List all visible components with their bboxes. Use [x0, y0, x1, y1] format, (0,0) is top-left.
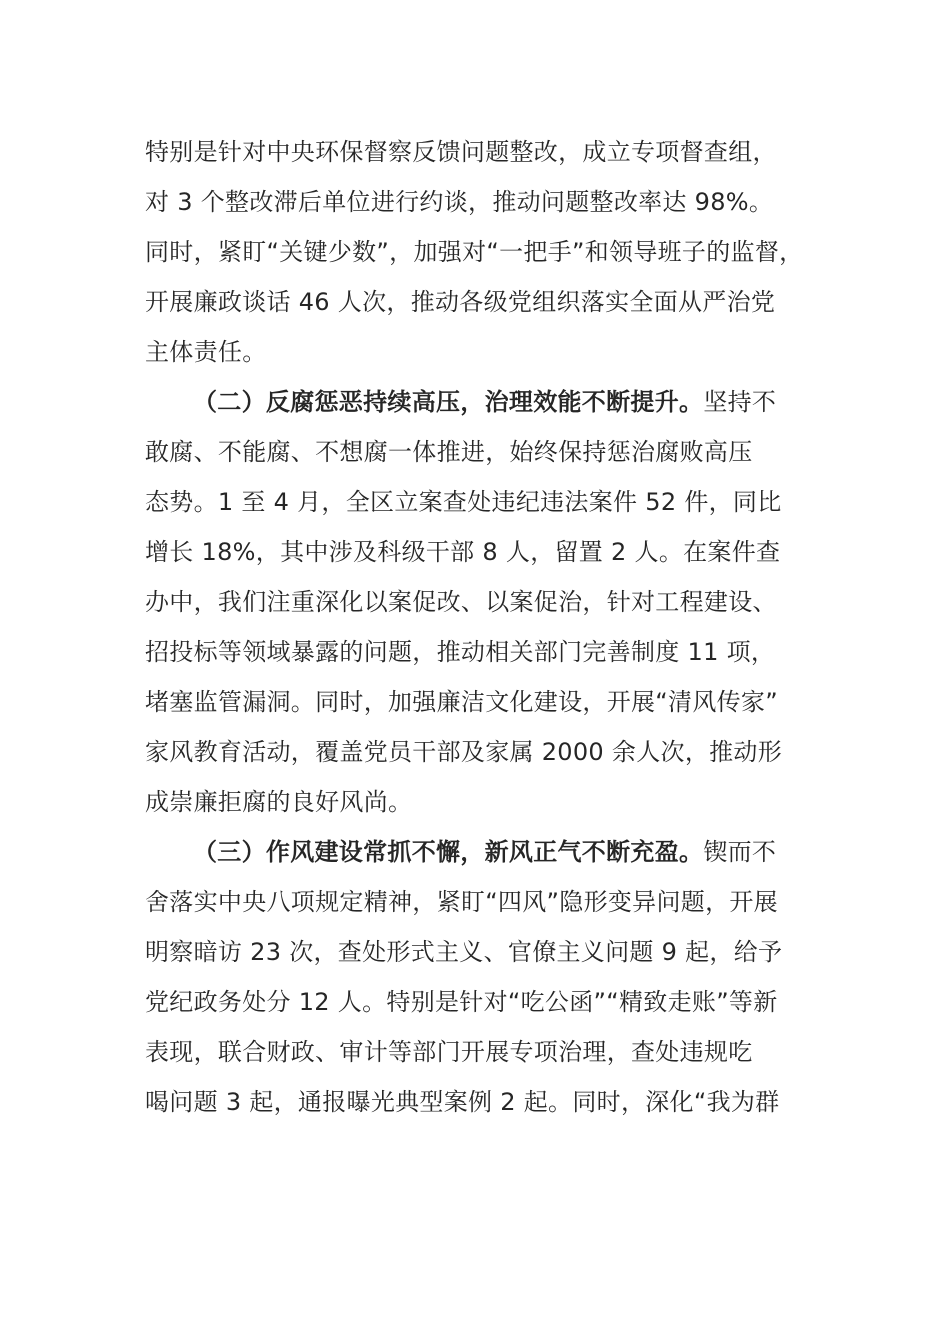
- paragraph-3-line-4: 党纪政务处分 12 人。特别是针对“吃公函”“精致走账”等新: [145, 988, 778, 1016]
- paragraph-3-line-6: 喝问题 3 起，通报曝光典型案例 2 起。同时，深化“我为群: [145, 1088, 780, 1116]
- paragraph-3-first-line-text: 锲而不: [703, 838, 777, 866]
- paragraph-1-line-5: 主体责任。: [145, 338, 267, 366]
- paragraph-1-line-4: 开展廉政谈话 46 人次，推动各级党组织落实全面从严治党: [145, 288, 776, 316]
- section-heading-3: （三）作风建设常抓不懈，新风正气不断充盈。: [193, 838, 704, 866]
- paragraph-2-line-4: 增长 18%，其中涉及科级干部 8 人，留置 2 人。在案件查: [145, 538, 781, 566]
- paragraph-2-line-6: 招投标等领域暴露的问题，推动相关部门完善制度 11 项，: [145, 638, 776, 666]
- paragraph-3-first-line: [193, 827, 873, 877]
- paragraph-2-first-line-text: 坚持不: [703, 388, 777, 416]
- paragraph-2-line-3: 态势。1 至 4 月，全区立案查处违纪违法案件 52 件，同比: [145, 488, 782, 516]
- paragraph-1-line-3: 同时，紧盯“关键少数”，加强对“一把手”和领导班子的监督，: [145, 238, 804, 266]
- section-heading-2: （二）反腐惩恶持续高压，治理效能不断提升。: [193, 388, 704, 416]
- paragraph-2-line-8: 家风教育活动，覆盖党员干部及家属 2000 余人次，推动形: [145, 738, 783, 766]
- paragraph-2-line-9: 成崇廉拒腐的良好风尚。: [145, 788, 413, 816]
- paragraph-3-line-2: 舍落实中央八项规定精神，紧盯“四风”隐形变异问题，开展: [145, 888, 778, 916]
- paragraph-2-line-7: 堵塞监管漏洞。同时，加强廉洁文化建设，开展“清风传家”: [145, 688, 778, 716]
- paragraph-3-line-3: 明察暗访 23 次，查处形式主义、官僚主义问题 9 起，给予: [145, 938, 783, 966]
- paragraph-3-line-5: 表现，联合财政、审计等部门开展专项治理，查处违规吃: [145, 1038, 753, 1066]
- paragraph-2-line-2: 敢腐、不能腐、不想腐一体推进，始终保持惩治腐败高压: [145, 438, 753, 466]
- paragraph-2-line-5: 办中，我们注重深化以案促改、以案促治，针对工程建设、: [145, 588, 777, 616]
- paragraph-1-line-1: 特别是针对中央环保督察反馈问题整改，成立专项督查组，: [145, 138, 777, 166]
- paragraph-2-first-line: [193, 377, 873, 427]
- paragraph-1-line-2: 对 3 个整改滞后单位进行约谈，推动问题整改率达 98%。: [145, 188, 774, 216]
